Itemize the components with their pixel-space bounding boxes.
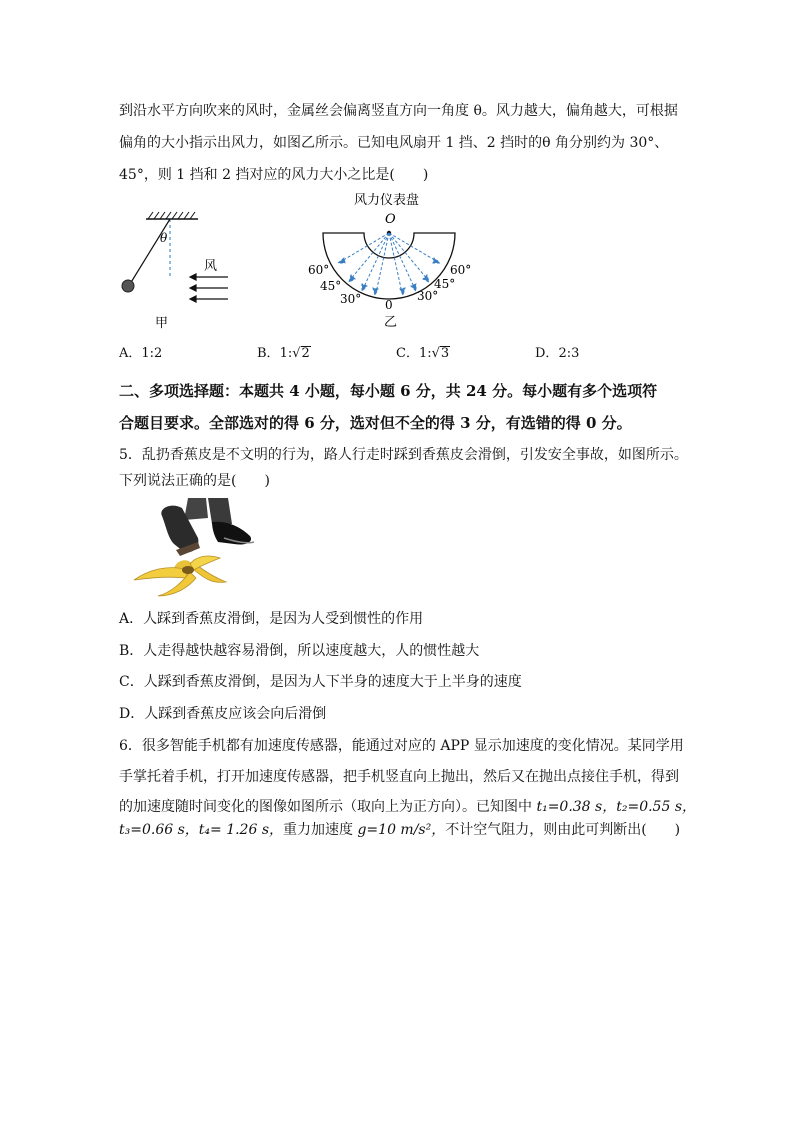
q6-line-3 — [119, 797, 696, 817]
q6-g-value: g=10 m/s²， — [357, 822, 446, 838]
q5-option-a[interactable]: A．人踩到香蕉皮滑倒，是因为人受到惯性的作用 — [119, 611, 424, 627]
q6-line-3-text: 的加速度随时间变化的图像如图所示（取向上为正方向）。已知图中 — [119, 799, 532, 815]
q4-line-3: 45°，则 1 挡和 2 挡对应的风力大小之比是( ) — [119, 167, 429, 183]
q4-option-a[interactable] — [119, 344, 162, 364]
banana-peel-illustration — [128, 498, 268, 600]
option-radicand: 3 — [440, 346, 450, 361]
q6-line-2: 手掌托着手机，打开加速度传感器，把手机竖直向上抛出，然后又在抛出点接住手机，得到 — [119, 769, 679, 785]
q5-option-b[interactable]: B．人走得越快越容易滑倒，所以速度越大，人的惯性越大 — [119, 643, 480, 659]
q5-option-d[interactable]: D．人踩到香蕉皮应该会向后滑倒 — [119, 706, 327, 722]
figure-jia-caption: 甲 — [155, 316, 169, 331]
dial-zero: 0 — [385, 298, 393, 312]
option-letter: D． — [535, 346, 559, 361]
q5-option-c[interactable]: C．人踩到香蕉皮滑倒，是因为人下半身的速度大于上半身的速度 — [119, 674, 522, 690]
q4-line-2: 偏角的大小指示出风力，如图乙所示。已知电风扇开 1 挡、2 挡时的θ 角分别约为 30°、 — [119, 135, 669, 151]
option-radicand: 2 — [301, 346, 310, 361]
figure-yi-dial — [300, 190, 480, 332]
q6-t3: t₃=0.66 s， — [119, 822, 199, 838]
option-text: 1:2 — [141, 346, 163, 361]
q4-option-b[interactable]: B．1:√2 — [257, 346, 310, 361]
wind-label: 风 — [204, 259, 218, 274]
dial-right-45: 45° — [434, 277, 456, 291]
dial-left-30: 30° — [340, 292, 362, 306]
dial-left-60: 60° — [308, 263, 330, 277]
q5-line-2: 下列说法正确的是( ) — [119, 473, 270, 489]
q6-tail: 不计空气阻力，则由此可判断出( ) — [445, 822, 681, 838]
figure-jia-pendulum — [118, 206, 238, 331]
q4-line-1: 到沿水平方向吹来的风时，金属丝会偏离竖直方向一角度 θ。风力越大，偏角越大，可根据 — [119, 103, 678, 119]
option-letter: C． — [396, 346, 419, 361]
dial-title: 风力仪表盘 — [354, 193, 420, 208]
option-letter: A． — [119, 346, 142, 361]
q6-t2: t₂=0.55 s， — [616, 799, 697, 815]
q6-line-4 — [119, 820, 680, 840]
theta-label: θ — [160, 231, 168, 245]
dial-needles — [338, 233, 440, 295]
q4-option-d[interactable] — [535, 344, 579, 364]
section2-heading-line-2: 合题目要求。全部选对的得 6 分，选对但不全的得 3 分，有选错的得 0 分。 — [119, 414, 632, 432]
q6-t4: t₄= 1.26 s， — [198, 822, 284, 838]
section2-heading-line-1: 二、多项选择题：本题共 4 小题，每小题 6 分，共 24 分。每小题有多个选项符 — [119, 382, 658, 400]
dial-right-60: 60° — [450, 263, 472, 277]
option-text: 2:3 — [558, 346, 580, 361]
q6-g-text: 重力加速度 — [283, 822, 354, 838]
q6-t1: t₁=0.38 s， — [536, 799, 617, 815]
dial-left-45: 45° — [320, 279, 342, 293]
option-text: 1: — [418, 346, 432, 361]
q4-option-c[interactable]: C．1:√3 — [396, 346, 450, 361]
q5-line-1: 5．乱扔香蕉皮是不文明的行为，路人行走时踩到香蕉皮会滑倒，引发安全事故，如图所示。 — [119, 447, 688, 463]
wind-arrows — [190, 274, 228, 302]
figure-yi-caption: 乙 — [384, 315, 398, 330]
dial-right-30: 30° — [417, 289, 439, 303]
option-text: 1: — [279, 346, 293, 361]
option-letter: B． — [257, 346, 280, 361]
dial-center-label: O — [385, 212, 396, 227]
q6-line-1: 6．很多智能手机都有加速度传感器，能通过对应的 APP 显示加速度的变化情况。某同学用 — [119, 738, 684, 754]
